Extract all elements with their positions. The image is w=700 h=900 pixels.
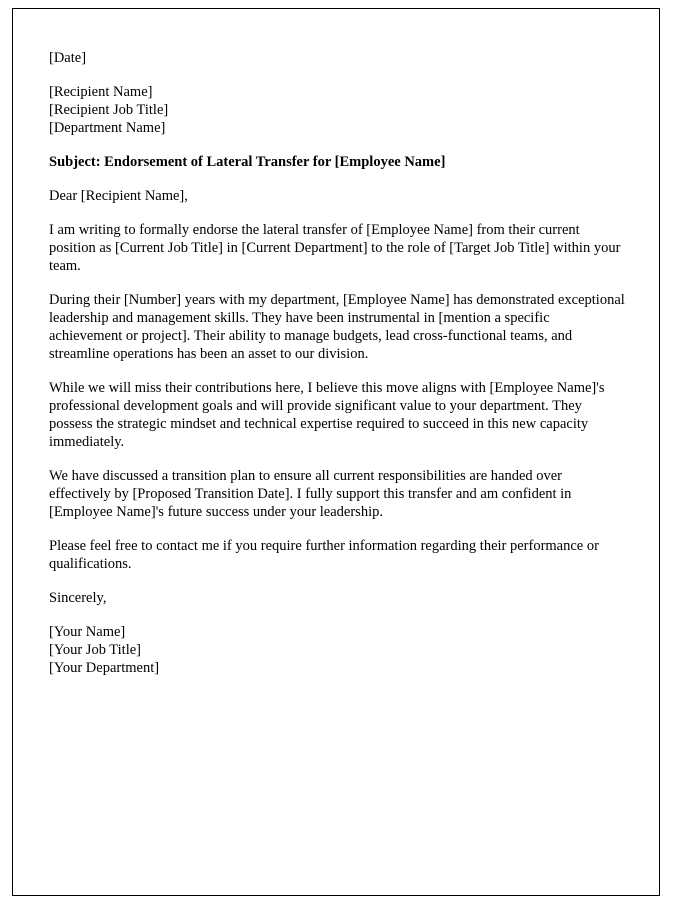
recipient-job-title: [Recipient Job Title] [49, 102, 169, 118]
recipient-department: [Department Name] [49, 120, 166, 136]
recipient-block [49, 83, 625, 137]
date-line: [Date] [49, 50, 87, 66]
body-paragraph-1: I am writing to formally endorse the lateral transfer of [Employee Name] from their current position as [Current Job Title] in [Current Department] to the role of [Target Job Title] within your team. [49, 222, 621, 274]
body-paragraph-4: We have discussed a transition plan to ensure all current responsibilities are handed over effectively by [Proposed Transition Date]. I fully support this transfer and am confident in [Employee Name]'s future success under your leadership. [49, 468, 572, 520]
recipient-name: [Recipient Name] [49, 84, 153, 100]
signature-block [49, 623, 625, 677]
closing: Sincerely, [49, 590, 107, 606]
signature-name: [Your Name] [49, 624, 126, 640]
body-paragraph-3: While we will miss their contributions here, I believe this move aligns with [Employee Name]'s professional development goals and will provide significant value to your department. They possess the strategic mindset and technical expertise required to succeed in this new capacity immediately. [49, 380, 605, 450]
body-paragraph-2: During their [Number] years with my department, [Employee Name] has demonstrated exceptional leadership and management skills. They have been instrumental in [mention a specific achievement or project]. Their ability to manage budgets, lead cross-functional teams, and streamline operations has been an asset to our division. [49, 292, 625, 362]
letter-page [12, 8, 660, 896]
salutation: Dear [Recipient Name], [49, 188, 188, 204]
signature-job-title: [Your Job Title] [49, 642, 142, 658]
subject-line: Subject: Endorsement of Lateral Transfer for [Employee Name] [49, 154, 446, 170]
signature-department: [Your Department] [49, 660, 160, 676]
body-paragraph-5: Please feel free to contact me if you require further information regarding their performance or qualifications. [49, 538, 599, 572]
